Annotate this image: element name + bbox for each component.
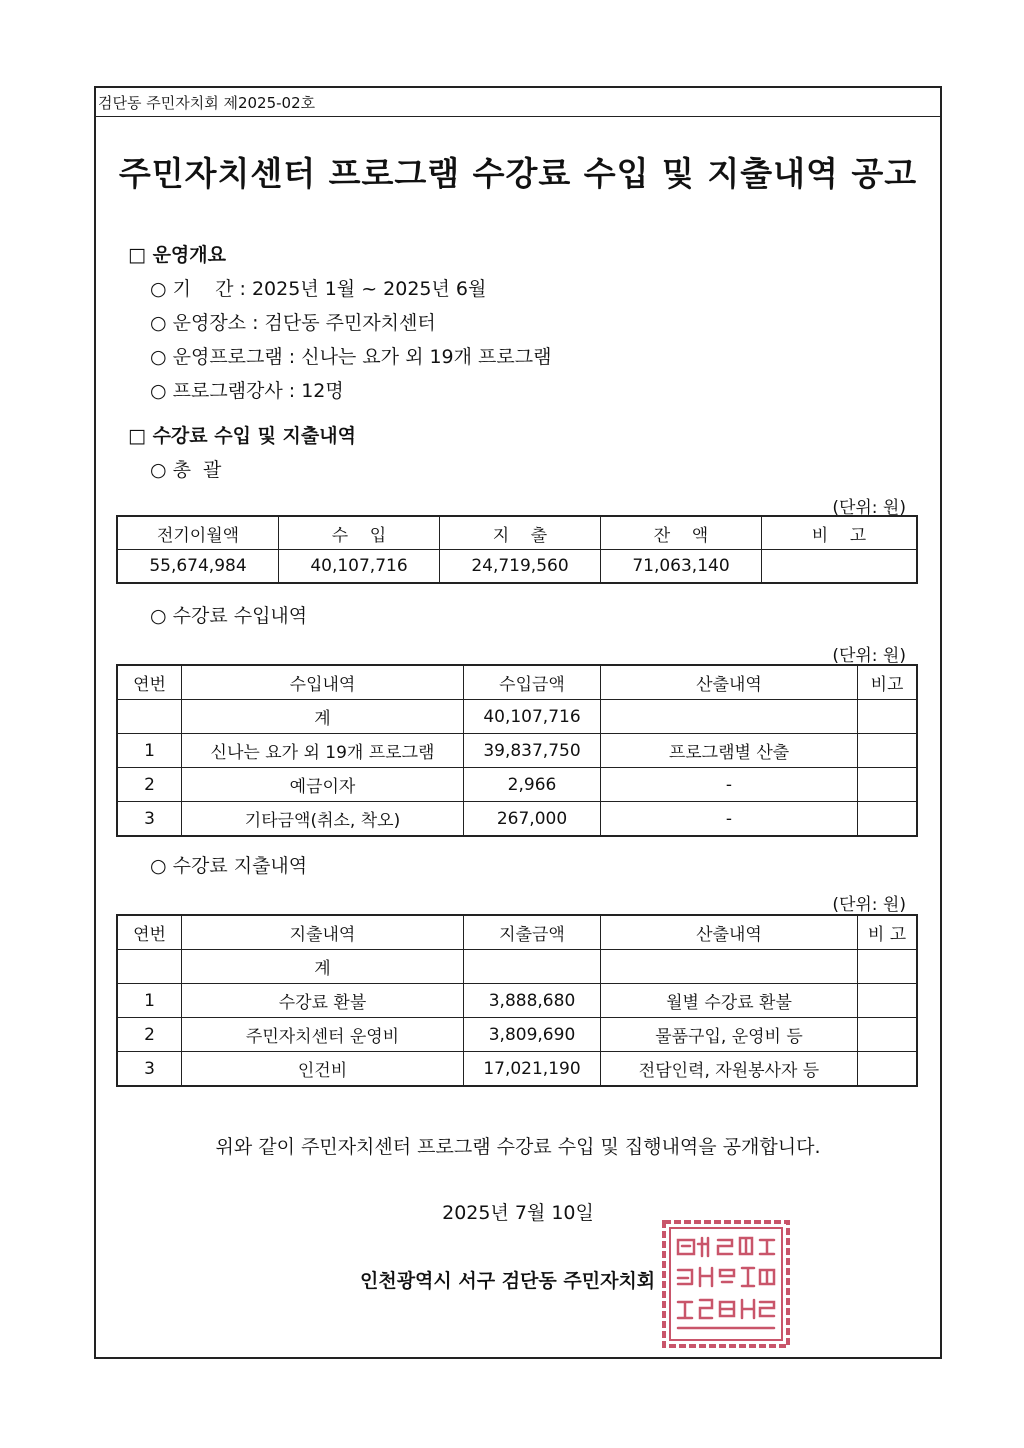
table-cell: 2: [117, 768, 182, 802]
table-cell: 계: [182, 700, 464, 734]
table-cell: [601, 700, 858, 734]
table-cell: [858, 950, 918, 984]
table-cell: 물품구입, 운영비 등: [601, 1018, 858, 1052]
table-header-cell: 비 고: [858, 915, 918, 950]
summary-label: ○ 총 괄: [150, 459, 222, 481]
official-seal-icon: [660, 1218, 792, 1350]
table-cell: [464, 950, 601, 984]
table-row: [117, 1052, 917, 1087]
table-cell: 2: [117, 1018, 182, 1052]
table-header-cell: 지출내역: [182, 915, 464, 950]
table-header-cell: 지출금액: [464, 915, 601, 950]
expense-label: ○ 수강료 지출내역: [150, 855, 308, 877]
table-header-cell: 비고: [858, 665, 918, 700]
table-cell: 1: [117, 984, 182, 1018]
table-header-cell: 지 출: [440, 516, 601, 550]
table-header-cell: 연번: [117, 665, 182, 700]
table-cell: 3: [117, 802, 182, 837]
table-header-cell: 전기이월액: [117, 516, 279, 550]
table-cell: 17,021,190: [464, 1052, 601, 1087]
overview-programs: ○ 운영프로그램 : 신나는 요가 외 19개 프로그램: [150, 346, 552, 368]
page-title: 주민자치센터 프로그램 수강료 수입 및 지출내역 공고: [118, 154, 918, 193]
table-cell: 40,107,716: [279, 550, 440, 584]
header-divider: [94, 116, 942, 117]
table-cell: [858, 700, 918, 734]
finance-heading: □ 수강료 수입 및 지출내역: [128, 425, 356, 447]
table-header-row: [117, 665, 917, 700]
table-cell: 3,888,680: [464, 984, 601, 1018]
table-cell: 기타금액(취소, 착오): [182, 802, 464, 837]
summary-unit: (단위: 원): [832, 498, 906, 518]
table-cell: 프로그램별 산출: [601, 734, 858, 768]
table-row: [117, 984, 917, 1018]
closing-statement: 위와 같이 주민자치센터 프로그램 수강료 수입 및 집행내역을 공개합니다.: [215, 1136, 821, 1158]
table-cell: 1: [117, 734, 182, 768]
table-cell: [858, 734, 918, 768]
expense-table: [116, 914, 918, 1087]
table-cell: 2,966: [464, 768, 601, 802]
table-cell: [858, 984, 918, 1018]
table-header-cell: 잔 액: [601, 516, 762, 550]
table-header-cell: 산출내역: [601, 915, 858, 950]
table-cell: [858, 768, 918, 802]
overview-instructors: ○ 프로그램강사 : 12명: [150, 380, 344, 402]
table-header-row: [117, 915, 917, 950]
table-cell: -: [601, 768, 858, 802]
overview-heading: □ 운영개요: [128, 244, 226, 266]
table-cell: 주민자치센터 운영비: [182, 1018, 464, 1052]
table-cell: 인건비: [182, 1052, 464, 1087]
table-header-cell: 수 입: [279, 516, 440, 550]
table-cell: 24,719,560: [440, 550, 601, 584]
table-row: [117, 802, 917, 837]
overview-period: ○ 기 간 : 2025년 1월 ~ 2025년 6월: [150, 278, 487, 300]
table-header-row: [117, 516, 917, 550]
table-cell: 수강료 환불: [182, 984, 464, 1018]
table-header-cell: 산출내역: [601, 665, 858, 700]
table-header-cell: 수입금액: [464, 665, 601, 700]
table-cell: [858, 1018, 918, 1052]
table-cell: 71,063,140: [601, 550, 762, 584]
table-cell: [117, 700, 182, 734]
table-cell: 267,000: [464, 802, 601, 837]
table-cell: [858, 1052, 918, 1087]
table-row: [117, 734, 917, 768]
table-cell: 3: [117, 1052, 182, 1087]
table-cell: 신나는 요가 외 19개 프로그램: [182, 734, 464, 768]
table-row: [117, 768, 917, 802]
table-cell: [601, 950, 858, 984]
table-header-cell: 연번: [117, 915, 182, 950]
table-row: [117, 550, 917, 584]
table-cell: 39,837,750: [464, 734, 601, 768]
table-row: [117, 1018, 917, 1052]
summary-table: [116, 515, 918, 584]
table-header-cell: 비 고: [762, 516, 918, 550]
income-label: ○ 수강료 수입내역: [150, 605, 308, 627]
table-cell: 3,809,690: [464, 1018, 601, 1052]
table-row: [117, 950, 917, 984]
income-table: [116, 664, 918, 837]
table-row: [117, 700, 917, 734]
expense-unit: (단위: 원): [832, 895, 906, 915]
document-number: 검단동 주민자치회 제2025-02호: [98, 94, 316, 112]
table-cell: 40,107,716: [464, 700, 601, 734]
table-cell: 계: [182, 950, 464, 984]
table-cell: 55,674,984: [117, 550, 279, 584]
table-cell: 예금이자: [182, 768, 464, 802]
table-cell: [858, 802, 918, 837]
table-cell: [117, 950, 182, 984]
table-cell: [762, 550, 918, 584]
overview-location: ○ 운영장소 : 검단동 주민자치센터: [150, 312, 436, 334]
issue-date: 2025년 7월 10일: [442, 1202, 594, 1224]
organization-name: 인천광역시 서구 검단동 주민자치회: [360, 1270, 656, 1292]
table-cell: -: [601, 802, 858, 837]
table-cell: 전담인력, 자원봉사자 등: [601, 1052, 858, 1087]
income-unit: (단위: 원): [832, 646, 906, 666]
table-cell: 월별 수강료 환불: [601, 984, 858, 1018]
table-header-cell: 수입내역: [182, 665, 464, 700]
